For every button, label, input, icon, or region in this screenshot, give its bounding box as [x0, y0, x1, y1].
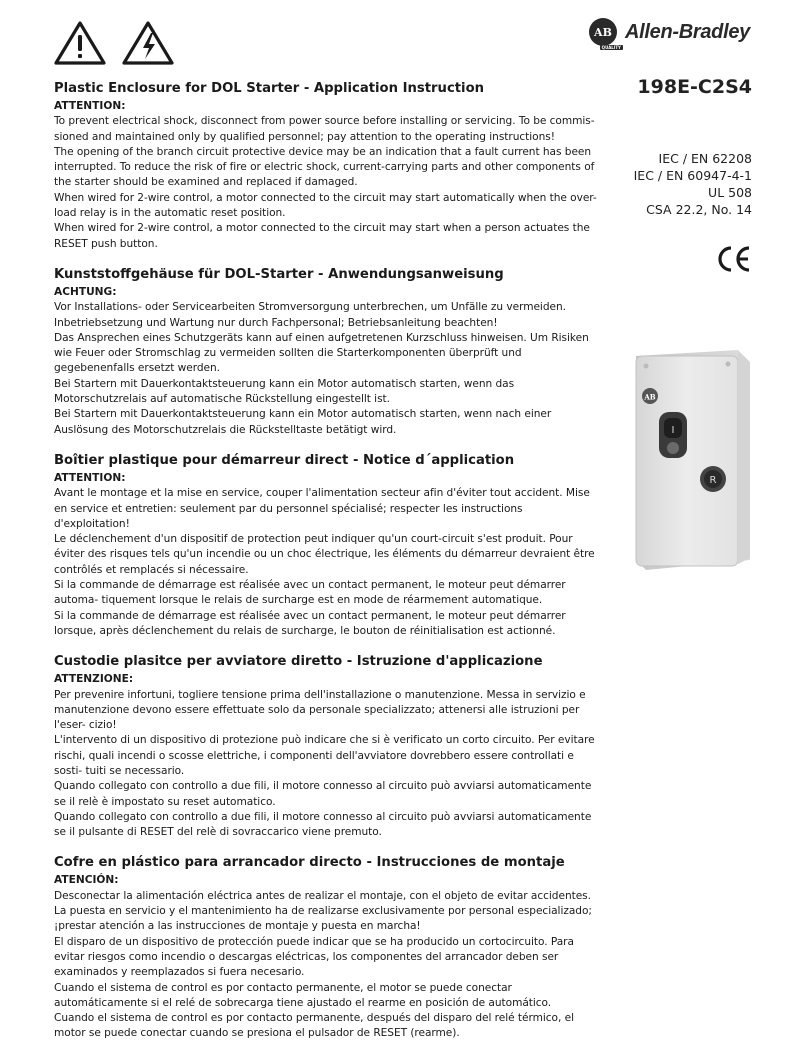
paragraph: Bei Startern mit Dauerkontaktsteuerung kann ein Motor automatisch starten, wenn das Motorschutzrelais auf automatische Rückstellung eingestellt ist.: [54, 377, 515, 406]
section-german: [54, 266, 599, 438]
standard-item: CSA 22.2, No. 14: [646, 202, 752, 217]
paragraph: To prevent electrical shock, disconnect from power source before installing or servicing. To be commis- sioned and maintained only by qualified personnel; pay attention to the operating instructions!: [54, 115, 595, 143]
standard-item: IEC / EN 62208: [658, 151, 752, 166]
electrical-hazard-icon: [122, 20, 174, 66]
paragraph: Per prevenire infortuni, togliere tensione prima dell'installazione o manutenzione. Messa in servizio e manutenzione devono essere effettuate solo da personale specializzato; attenersi alle istruzioni per l'eser- cizio!: [54, 688, 586, 732]
section-italian: [54, 653, 599, 840]
paragraph: The opening of the branch circuit protective device may be an indication that a fault current has been interrupted. To reduce the risk of fire or electric shock, current-carrying parts and other components of the starter should be examined and replaced if damaged.: [54, 145, 595, 189]
section-title: Boîtier plastique pour démarreur direct - Notice d´application: [54, 452, 515, 468]
paragraph: Si la commande de démarrage est réalisée avec un contact permanent, le moteur peut démarrer automa- tiquement lorsque le relais de surcharge est en mode de réarmement automatique.: [54, 579, 566, 607]
section-french: [54, 452, 599, 639]
svg-text:AB: AB: [644, 392, 656, 402]
paragraph: Bei Startern mit Dauerkontaktsteuerung kann ein Motor automatisch starten, wenn nach einer Auslösung des Motorschutzrelais die Rückstelltaste betätigt wird.: [54, 408, 552, 436]
attention-label: ATTENZIONE:: [54, 673, 134, 686]
paragraph: Quando collegato con controllo a due fili, il motore connesso al circuito può avviarsi automaticamente se il relè è impostato su reset automatico.: [54, 780, 592, 808]
section-title: Custodie plasitce per avviatore diretto - Istruzione d'applicazione: [54, 654, 543, 670]
paragraph: Vor Installations- oder Servicearbeiten Stromversorgung unterbrechen, um Unfälle zu vermeiden. Inbetriebsetzung und Wartung nur durch Fachpersonal; Betriebsanleitung beachten!: [54, 301, 566, 329]
paragraph: Desconectar la alimentación eléctrica antes de realizar el montaje, con el objeto de evitar accidentes. La puesta en servicio y el mantenimiento ha de realizarse exclusivamente por personal especializado; ¡prestar atención a las instrucciones de montaje y puesta en marcha!: [54, 889, 592, 933]
paragraph: Avant le montage et la mise en service, couper l'alimentation secteur afin d'éviter tout accident. Mise en service et entretien: seulement par du personnel spécialisé; respecter les instructions d'exploitation!: [54, 487, 590, 530]
ce-mark-icon: [716, 244, 752, 274]
paragraph: Quando collegato con controllo a due fili, il motore connesso al circuito può avviarsi automaticamente se il pulsante di RESET del relè di sovraccarico viene premuto.: [54, 810, 592, 839]
instruction-content: [54, 80, 599, 1056]
document-code: 198E-C2S4: [637, 76, 752, 98]
paragraph: Das Ansprechen eines Schutzgeräts kann auf einen aufgetretenen Kurzschluss hinweisen. Um Risiken wie Feuer oder Stromschlag zu vermeiden sollten die Starterkomponenten überprüft und gegebenenfalls ersetzt werden.: [54, 331, 589, 375]
svg-text:I: I: [671, 425, 675, 436]
section-title: Cofre en plástico para arrancador directo - Instrucciones de montaje: [54, 855, 565, 871]
svg-text:R: R: [709, 475, 717, 486]
section-spanish: [54, 854, 599, 1041]
warning-icons: [54, 20, 174, 66]
enclosure-product-image: [626, 350, 752, 570]
ab-logo-icon: AB QUALITY: [589, 18, 617, 46]
paragraph: Si la commande de démarrage est réalisée avec un contact permanent, le moteur peut démarrer lorsque, après déclenchement du relais de surcharge, le bouton de réinitialisation est actionné.: [54, 609, 566, 637]
paragraph: El disparo de un dispositivo de protección puede indicar que se ha producido un cortocircuito. Para evitar riesgos como incendio o descargas eléctricas, los componentes del arrancador deben ser examinados y reemplazados si fuera necesario.: [54, 935, 574, 979]
paragraph: Cuando el sistema de control es por contacto permanente, el motor se puede conectar automáticamente si el relé de sobrecarga tiene ajustado el rearme en posición de automático.: [54, 981, 552, 1009]
section-english: [54, 80, 599, 252]
paragraph: When wired for 2-wire control, a motor connected to the circuit may start automatically when the over- load relay is in the automatic reset position.: [54, 191, 597, 220]
attention-label: ACHTUNG:: [54, 285, 117, 298]
general-warning-icon: [54, 20, 106, 66]
paragraph: Le déclenchement d'un dispositif de protection peut indiquer qu'un court-circuit s'est produit. Pour éviter des risques tels qu'un incendie ou un choc électrique, les éléments du démarreur devraient être contrôlés et remplacés si nécessaire.: [54, 533, 595, 576]
attention-label: ATTENTION:: [54, 471, 126, 484]
paragraph: When wired for 2-wire control, a motor connected to the circuit may start when a person actuates the RESET push button.: [54, 222, 590, 250]
attention-label: ATENCIÓN:: [54, 874, 119, 887]
brand-header: [589, 18, 750, 50]
paragraph: Cuando el sistema de control es por contacto permanente, después del disparo del relé térmico, el motor se puede conectar cuando se presiona el pulsador de RESET (rearme).: [54, 1012, 574, 1040]
standard-item: IEC / EN 60947-4-1: [633, 168, 752, 183]
section-title: Plastic Enclosure for DOL Starter - Application Instruction: [54, 81, 485, 96]
standards-list: [634, 150, 752, 218]
paragraph: L'intervento di un dispositivo di protezione può indicare che si è verificato un corto circuito. Per evitare rischi, quali incendi o scosse elettriche, i componenti dell'avviatore dovrebbero essere controllati e sosti- tuiti se necessario.: [54, 734, 595, 777]
section-title: Kunststoffgehäuse für DOL-Starter - Anwendungsanweisung: [54, 266, 504, 282]
brand-name: Allen-Bradley: [624, 20, 750, 43]
standard-item: UL 508: [708, 185, 752, 200]
attention-label: ATTENTION:: [54, 100, 126, 112]
